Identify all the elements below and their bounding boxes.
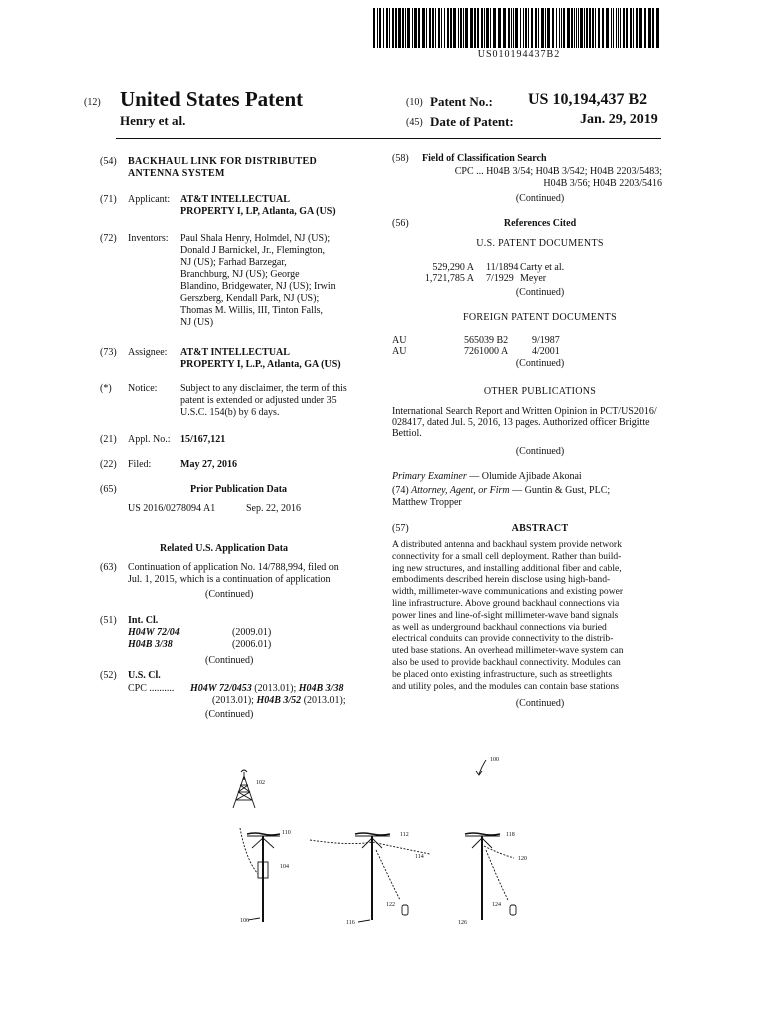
abstract-line: ing new structures, and installing additional fiber and cable, <box>392 562 622 574</box>
abstract-line: as well as underground backhaul connections via buried <box>392 621 607 633</box>
inventors-code: (72) <box>100 233 117 244</box>
related-continued: (Continued) <box>205 589 254 600</box>
us-doc-name: Meyer <box>520 273 547 284</box>
barcode-bar <box>498 8 501 48</box>
title-code: (54) <box>100 156 117 167</box>
field-cpc <box>420 166 662 190</box>
barcode-bar <box>450 8 452 48</box>
barcode-bar <box>636 8 638 48</box>
pole1-base-label: 106 <box>240 918 249 924</box>
cpc-class: H04B 3/38 <box>298 683 344 694</box>
utility-pole-2 <box>310 832 430 926</box>
notice-label: Notice: <box>128 383 158 394</box>
barcode-bar <box>652 8 654 48</box>
attorney-firm: — Guntin & Gust, PLC; <box>509 485 611 496</box>
barcode-bar <box>444 8 445 48</box>
barcode-bar <box>418 8 420 48</box>
us-doc-name: Carty et al. <box>520 262 565 273</box>
barcode-number: US010194437B2 <box>477 49 561 60</box>
barcode-bar <box>552 8 554 48</box>
barcode-bar <box>561 8 562 48</box>
foreign-doc-country: AU <box>392 346 407 357</box>
notice-line: patent is extended or adjusted under 35 <box>180 395 337 406</box>
filed-label: Filed: <box>128 459 152 470</box>
barcode-bar <box>580 8 583 48</box>
prior-pub-number: US 2016/0278094 A1 <box>128 503 216 514</box>
barcode-bar <box>595 8 596 48</box>
related-line: Continuation of application No. 14/788,994, filed on <box>128 562 339 573</box>
primary-examiner <box>392 471 582 482</box>
figure-ref-arrow <box>476 757 499 775</box>
assignee-line: PROPERTY I, L.P., Atlanta, GA (US) <box>180 359 341 370</box>
barcode-bar <box>429 8 431 48</box>
header-rule <box>116 138 661 139</box>
title-line: BACKHAUL LINK FOR DISTRIBUTED <box>128 156 318 167</box>
notice-code: (*) <box>100 383 112 394</box>
barcode-bar <box>515 8 518 48</box>
barcode-bar <box>531 8 533 48</box>
barcode <box>373 8 665 48</box>
barcode-bar <box>379 8 381 48</box>
intcl-code: (51) <box>100 615 117 626</box>
barcode-bar <box>386 8 388 48</box>
barcode-bar <box>571 8 573 48</box>
intcl-version: (2006.01) <box>232 639 272 650</box>
barcode-bar <box>574 8 575 48</box>
module-label: 104 <box>280 864 289 870</box>
doc-code: (12) <box>84 97 101 108</box>
field-code: (58) <box>392 153 409 164</box>
abstract-line: be placed onto existing infrastructure, such as streetlights <box>392 668 613 680</box>
inventors-short: Henry et al. <box>120 113 186 128</box>
foreign-doc-date: 4/2001 <box>532 346 560 357</box>
barcode-bar <box>474 8 476 48</box>
abstract-text <box>392 539 664 692</box>
barcode-bar <box>541 8 544 48</box>
barcode-bar <box>620 8 621 48</box>
barcode-bar <box>395 8 397 48</box>
foreign-docs-continued: (Continued) <box>515 358 565 369</box>
field-continued: (Continued) <box>515 193 565 204</box>
barcode-bar <box>547 8 550 48</box>
other-pub-line: Bettiol. <box>392 428 422 439</box>
barcode-bar <box>398 8 401 48</box>
notice-line: Subject to any disclaimer, the term of this <box>180 383 347 394</box>
date-code: (45) <box>406 117 423 128</box>
barcode-bar <box>490 8 491 48</box>
inventor-line: Gerszberg, Kendall Park, NJ (US); <box>180 293 320 304</box>
barcode-bar <box>538 8 539 48</box>
applicant-label: Applicant: <box>128 194 171 205</box>
utility-pole-1 <box>240 828 291 924</box>
device1-label: 122 <box>386 902 395 908</box>
barcode-bar <box>618 8 619 48</box>
barcode-bar <box>373 8 375 48</box>
other-pub-line: 028417, dated Jul. 5, 2016, 13 pages. Authorized officer Brigitte <box>392 417 650 428</box>
barcode-bar <box>435 8 436 48</box>
refs-code: (56) <box>392 218 409 229</box>
appl-number: 15/167,121 <box>180 434 226 445</box>
us-doc-date: 7/1929 <box>486 273 514 284</box>
barcode-bar <box>589 8 591 48</box>
cpc-version: (2013.01); <box>212 695 254 706</box>
barcode-bar <box>441 8 442 48</box>
barcode-bar <box>648 8 651 48</box>
cpc-line-1 <box>190 683 343 694</box>
abstract-line: uted base stations. An overhead millimeter-wave system can <box>392 645 624 657</box>
barcode-bar <box>477 8 479 48</box>
us-doc-number: 1,721,785 A <box>424 273 474 284</box>
barcode-bar <box>611 8 612 48</box>
barcode-bar <box>389 8 390 48</box>
abstract-line: width, millimeter-wave communications and existing power <box>392 586 624 598</box>
barcode-bar <box>484 8 485 48</box>
barcode-bar <box>460 8 462 48</box>
barcode-bar <box>453 8 456 48</box>
link-label: 114 <box>415 854 424 860</box>
barcode-bar <box>383 8 384 48</box>
abstract-line: connectivity for a small cell deployment. Rather than build- <box>392 550 622 562</box>
abstract-continued: (Continued) <box>515 698 565 709</box>
barcode-bar <box>556 8 557 48</box>
notice-line: U.S.C. 154(b) by 6 days. <box>180 407 280 418</box>
intcl-version: (2009.01) <box>232 627 272 638</box>
utility-pole-3 <box>458 832 527 926</box>
barcode-bar <box>392 8 394 48</box>
filed-date: May 27, 2016 <box>180 459 237 470</box>
abstract-title: ABSTRACT <box>511 523 569 534</box>
barcode-bar <box>656 8 659 48</box>
inventor-line: Blandino, Bridgewater, NJ (US); Irwin <box>180 281 336 292</box>
barcode-bar <box>405 8 406 48</box>
patent-number: US 10,194,437 B2 <box>528 91 648 108</box>
barcode-bar <box>567 8 570 48</box>
barcode-bar <box>465 8 468 48</box>
related-title: Related U.S. Application Data <box>160 543 289 554</box>
barcode-bar <box>463 8 464 48</box>
device2-label: 124 <box>492 902 501 908</box>
barcode-bar <box>602 8 604 48</box>
barcode-bar <box>432 8 434 48</box>
abstract-line: also be used to provide backhaul connectivity. Modules can <box>392 656 621 668</box>
cpc-class: H04B 3/52 <box>256 695 302 706</box>
doc-type-title: United States Patent <box>120 87 304 111</box>
other-pubs-title: OTHER PUBLICATIONS <box>483 386 597 397</box>
barcode-bar <box>493 8 496 48</box>
pole3-base-label: 126 <box>458 920 467 926</box>
attorney-name: Matthew Tropper <box>392 497 462 508</box>
inventors-list <box>180 233 370 329</box>
other-pub-line: International Search Report and Written Opinion in PCT/US2016/ <box>392 406 657 417</box>
assignee-line: AT&T INTELLECTUAL <box>180 347 290 358</box>
barcode-bar <box>414 8 417 48</box>
cpc-version: (2013.01); <box>303 695 346 706</box>
barcode-bar <box>586 8 588 48</box>
us-doc-number: 529,290 A <box>432 262 474 273</box>
prior-code: (65) <box>100 484 117 495</box>
other-pubs-continued: (Continued) <box>515 446 565 457</box>
inventors-label: Inventors: <box>128 233 169 244</box>
notice-text <box>180 383 372 419</box>
barcode-bar <box>626 8 628 48</box>
barcode-bar <box>525 8 527 48</box>
barcode-bar <box>377 8 378 48</box>
patent-no-code: (10) <box>406 97 423 108</box>
cpc-line-2 <box>212 695 346 706</box>
inventor-line: Donald J Barnickel, Jr., Flemington, <box>180 245 325 256</box>
intcl-class: H04W 72/04 <box>128 627 180 638</box>
applicant-line: PROPERTY I, LP, Atlanta, GA (US) <box>180 206 336 217</box>
tower-label: 102 <box>256 780 265 786</box>
foreign-doc-date: 9/1987 <box>532 335 560 346</box>
related-code: (63) <box>100 562 117 573</box>
assignee-code: (73) <box>100 347 117 358</box>
examiner-name: — Olumide Ajibade Akonai <box>466 471 582 482</box>
barcode-bar <box>545 8 546 48</box>
figure-ref-label: 100 <box>490 757 499 763</box>
barcode-bar <box>563 8 565 48</box>
barcode-bar <box>623 8 625 48</box>
barcode-bar <box>520 8 521 48</box>
barcode-bar <box>513 8 514 48</box>
applicant-code: (71) <box>100 194 117 205</box>
abstract-line: electrical conduits can provide connectivity to the distrib- <box>392 633 614 645</box>
title-line: ANTENNA SYSTEM <box>128 168 225 179</box>
barcode-bar <box>481 8 483 48</box>
pole1-label: 110 <box>282 830 291 836</box>
barcode-bar <box>458 8 459 48</box>
patent-date: Jan. 29, 2019 <box>580 112 658 127</box>
barcode-bar <box>592 8 594 48</box>
cell-tower-icon <box>233 770 265 808</box>
appl-label: Appl. No.: <box>128 434 171 445</box>
inventor-line: Thomas M. Willis, III, Tinton Falls, <box>180 305 324 316</box>
us-docs-continued: (Continued) <box>515 287 565 298</box>
applicant-line: AT&T INTELLECTUAL <box>180 194 290 205</box>
barcode-bar <box>503 8 506 48</box>
barcode-bar <box>470 8 473 48</box>
foreign-doc-number: 565039 B2 <box>464 335 509 346</box>
assignee-label: Assignee: <box>128 347 168 358</box>
abstract-line: power lines and line-of-sight millimeter-wave band signals <box>392 609 619 621</box>
field-title: Field of Classification Search <box>422 153 547 164</box>
pole2-base-label: 116 <box>346 920 355 926</box>
barcode-bar <box>402 8 404 48</box>
appl-code: (21) <box>100 434 117 445</box>
barcode-bar <box>407 8 410 48</box>
barcode-bar <box>511 8 512 48</box>
assignee <box>180 347 341 371</box>
cpc-class: H04W 72/0453 <box>190 683 252 694</box>
foreign-docs-title: FOREIGN PATENT DOCUMENTS <box>463 312 617 323</box>
barcode-bar <box>438 8 440 48</box>
intcl-continued: (Continued) <box>205 655 254 666</box>
barcode-bar <box>630 8 632 48</box>
attorney-code: (74) <box>392 485 409 496</box>
barcode-bar <box>523 8 524 48</box>
barcode-bar <box>616 8 617 48</box>
related-text <box>128 562 370 586</box>
barcode-bar <box>639 8 642 48</box>
other-pubs-text <box>392 406 664 439</box>
abstract-line: A distributed antenna and backhaul system provide network <box>392 539 622 550</box>
patent-title <box>128 156 317 180</box>
barcode-bar <box>584 8 585 48</box>
barcode-bar <box>576 8 577 48</box>
barcode-bar <box>598 8 600 48</box>
prior-pub-date: Sep. 22, 2016 <box>246 503 301 514</box>
barcode-bar <box>578 8 579 48</box>
foreign-doc-number: 7261000 A <box>464 346 509 357</box>
field-line: H04B 3/56; H04B 2203/5416 <box>543 178 662 189</box>
barcode-bar <box>528 8 529 48</box>
inventor-line: Branchburg, NJ (US); George <box>180 269 300 280</box>
abstract-line: and utility poles, and the modules can contain base stations <box>392 680 620 692</box>
pole3-label: 118 <box>506 832 515 838</box>
uscl-continued: (Continued) <box>205 709 254 720</box>
link2-label: 120 <box>518 856 527 862</box>
cpc-version: (2013.01); <box>254 683 297 694</box>
barcode-bar <box>613 8 614 48</box>
inventor-line: Paul Shala Henry, Holmdel, NJ (US); <box>180 233 331 244</box>
applicant <box>180 194 336 218</box>
uscl-code: (52) <box>100 670 117 681</box>
filed-code: (22) <box>100 459 117 470</box>
barcode-bar <box>412 8 413 48</box>
abstract-line: embodiments described herein disclose using high-band- <box>392 574 611 586</box>
barcode-bar <box>486 8 489 48</box>
barcode-bar <box>644 8 646 48</box>
inventor-line: NJ (US) <box>180 317 214 328</box>
barcode-bar <box>447 8 449 48</box>
intcl-label: Int. Cl. <box>128 615 159 626</box>
barcode-bar <box>422 8 425 48</box>
examiner-label: Primary Examiner <box>392 471 467 482</box>
pole2-label: 112 <box>400 832 409 838</box>
barcode-bar <box>535 8 537 48</box>
related-line: Jul. 1, 2015, which is a continuation of application <box>128 574 331 585</box>
uscl-label: U.S. Cl. <box>128 670 161 681</box>
field-line: CPC ... H04B 3/54; H04B 3/542; H04B 2203/5483; <box>454 166 662 177</box>
abstract-code: (57) <box>392 523 409 534</box>
barcode-bar <box>508 8 510 48</box>
us-docs-title: U.S. PATENT DOCUMENTS <box>476 238 604 249</box>
us-doc-date: 11/1894 <box>486 262 519 273</box>
prior-pub-title: Prior Publication Data <box>190 484 288 495</box>
attorney <box>392 485 610 496</box>
attorney-label: Attorney, Agent, or Firm <box>411 485 510 496</box>
date-label: Date of Patent: <box>430 114 514 129</box>
foreign-doc-country: AU <box>392 335 407 346</box>
barcode-bar <box>426 8 427 48</box>
cpc-label: CPC .......... <box>128 683 175 694</box>
patent-no-label: Patent No.: <box>430 94 493 109</box>
barcode-bar <box>559 8 560 48</box>
barcode-bar <box>633 8 634 48</box>
barcode-bar <box>606 8 609 48</box>
abstract-line: line infrastructure. Above ground backhaul connections via <box>392 597 620 609</box>
inventor-line: NJ (US); Farhad Barzegar, <box>180 257 287 268</box>
refs-title: References Cited <box>503 218 577 229</box>
patent-figure <box>200 750 540 935</box>
intcl-class: H04B 3/38 <box>128 639 173 650</box>
